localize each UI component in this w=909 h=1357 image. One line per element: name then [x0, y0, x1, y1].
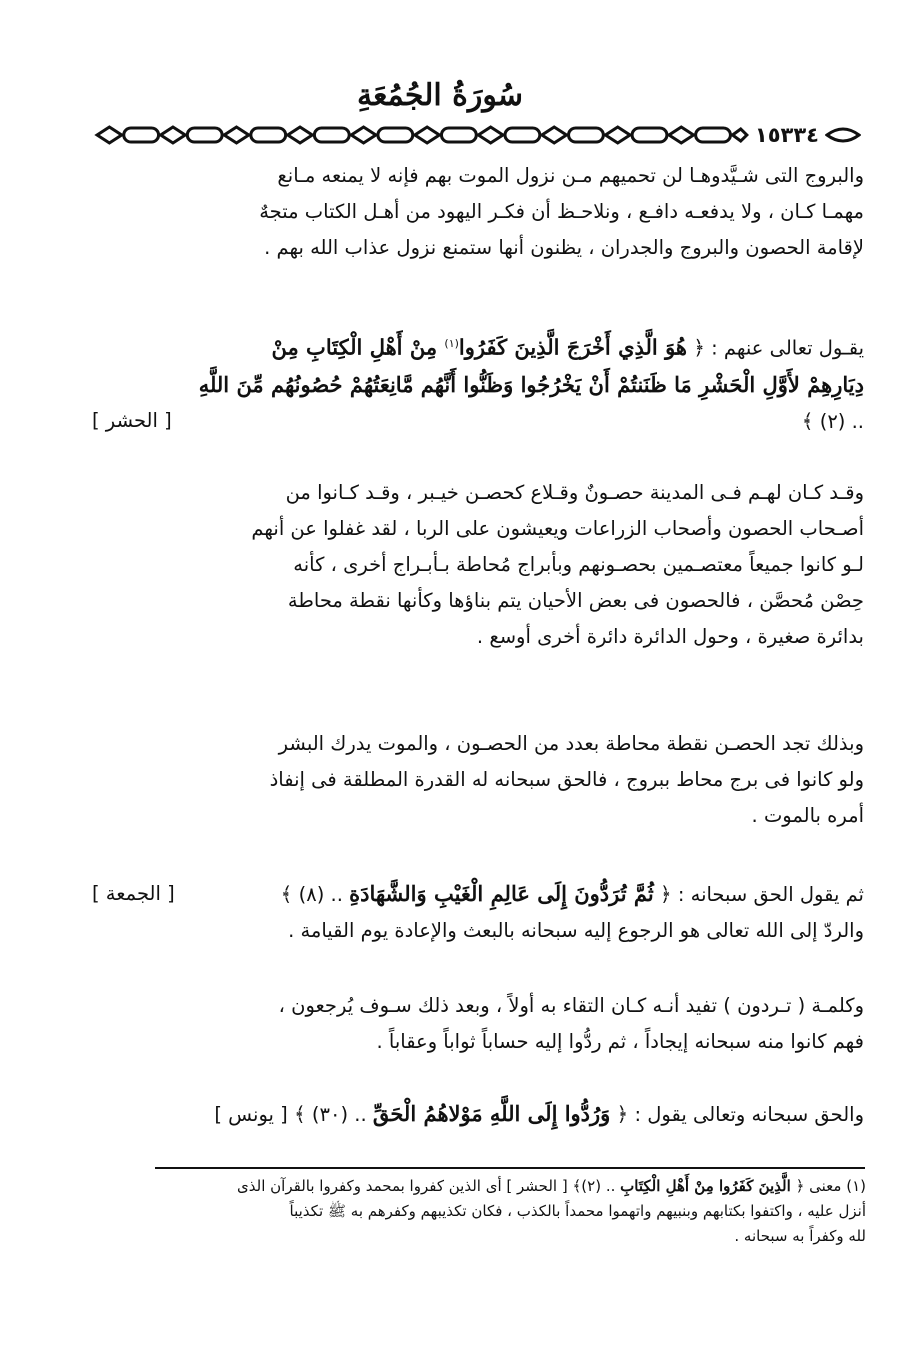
text-line: أصـحاب الحصون وأصحاب الزراعات ويعيشون على الربا ، لقد غفلوا عن أنهم	[251, 517, 864, 540]
quote-body	[281, 876, 864, 913]
footnote-divider	[155, 1167, 865, 1169]
paragraph-7-quran-quote	[92, 1096, 864, 1133]
text-line	[92, 1096, 864, 1133]
paragraph-3	[92, 475, 864, 655]
quran-close-bracket: ﴾	[801, 408, 814, 433]
verse-number: .. (٨)	[298, 883, 343, 906]
quran-verse: الَّذِينَ كَفَرُوا مِنْ أَهْلِ الْكِتَابِ	[620, 1177, 791, 1195]
quran-verse-line: دِيَارِهِمْ لأَوَّلِ الْحَشْرِ مَا ظَنَنتُمْ أَنْ يَخْرُجُوا وَظَنُّوا أَنَّهُم مَّانِعَتُهُمْ حُصُونُهُم مِّنَ اللَّهِ	[198, 371, 864, 397]
quran-verse: مِنْ أَهْلِ الْكِتَابِ مِنْ	[271, 334, 445, 360]
text-line	[92, 403, 864, 440]
footnote-line: لله وكفراً به سبحانه .	[734, 1227, 866, 1245]
quran-open-bracket: ﴿	[795, 1177, 805, 1195]
quran-open-bracket: ﴿	[616, 1102, 629, 1126]
surah-reference: [ الجمعة ]	[92, 882, 175, 905]
quran-verse: هُوَ الَّذِي أَخْرَجَ الَّذِينَ كَفَرُوا	[458, 334, 687, 360]
text-line: وقـد كـان لهـم فـى المدينة حصـونٌ وقـلاع كحصـن خيـبر ، وقـد كـانوا من	[285, 481, 864, 504]
quran-verse: وَرُدُّوا إِلَى اللَّهِ مَوْلاهُمُ الْحَقِّ	[372, 1101, 611, 1126]
text-line: لإقامة الحصون والبروج والجدران ، يظنون أنها ستمنع نزول عذاب الله بهم .	[264, 236, 864, 259]
quran-open-bracket: ﴿	[659, 882, 672, 906]
text-line: أمره بالموت .	[751, 804, 864, 827]
verse-number: .. (٣٠)	[311, 1103, 367, 1126]
quote-intro: والحق سبحانه وتعالى يقول :	[634, 1103, 864, 1126]
paragraph-6	[92, 988, 864, 1060]
verse-end	[802, 403, 864, 440]
verse-number: .. (٢)	[581, 1177, 616, 1195]
text-line	[92, 876, 864, 913]
text-line: وكلمـة ( تـردون ) تفيد أنـه كـان التقاء به أولاً ، وبعد ذلك سـوف يُرجعون ،	[278, 994, 864, 1017]
header-band	[93, 120, 861, 150]
surah-reference: [ يونس ]	[214, 1103, 288, 1126]
text-line: والردّ إلى الله تعالى هو الرجوع إليه سبحانه بالبعث والإعادة يوم القيامة .	[288, 919, 864, 942]
paragraph-1	[92, 158, 864, 266]
verse-number: .. (٢)	[819, 409, 864, 433]
quran-close-bracket: ﴾	[572, 1177, 582, 1195]
footnote	[98, 1174, 866, 1249]
quran-open-bracket: ﴿	[693, 335, 705, 360]
surah-reference: [ الحشر ]	[92, 408, 172, 432]
quran-close-bracket: ﴾	[293, 1102, 306, 1126]
quote-intro: يقـول تعالى عنهم :	[711, 336, 864, 360]
quran-close-bracket: ﴾	[280, 882, 293, 906]
header-ornament-chain	[93, 123, 749, 147]
paragraph-5-quran-quote	[92, 876, 864, 949]
text-line: فهم كانوا منه سبحانه إيجاداً ، ثم ردُّوا إليه حساباً ثواباً وعقاباً .	[376, 1030, 864, 1053]
page-number: ١٥٣٣٤	[754, 123, 819, 147]
text-line: ولو كانوا فى برج محاط ببروج ، فالحق سبحانه له القدرة المطلقة فى إنفاذ	[269, 768, 864, 791]
quote-intro: ثم يقول الحق سبحانه :	[677, 883, 864, 906]
header-ornament-cap	[825, 123, 861, 147]
paragraph-2-quran-quote	[92, 326, 864, 440]
text-line: حِصْن مُحصَّن ، فالحصون فى بعض الأحيان يتم بناؤها وكأنها نقطة محاطة	[287, 589, 864, 612]
footnote-number: (١) معنى	[809, 1177, 866, 1195]
text-line: وبذلك تجد الحصـن نقطة محاطة بعدد من الحصـون ، والموت يدرك البشر	[278, 732, 864, 755]
footnote-text: [ الحشر ] أى الذين كفروا بمحمد وكفروا بالقرآن الذى	[237, 1177, 568, 1195]
text-line: والبروج التى شـيَّدوهـا لن تحميهم مـن نزول الموت بهم فإنه لا يمنعه مـانع	[277, 164, 864, 187]
paragraph-4	[92, 726, 864, 834]
footnote-line	[98, 1174, 866, 1199]
text-line	[92, 326, 864, 367]
text-line: بدائرة صغيرة ، وحول الدائرة دائرة أخرى أوسع .	[476, 625, 864, 648]
quran-verse: ثُمَّ تُرَدُّونَ إِلَى عَالِمِ الْغَيْبِ وَالشَّهَادَةِ	[349, 881, 654, 906]
footnote-marker[interactable]: (١)	[444, 337, 459, 350]
sura-title: سُورَةُ الجُمُعَةِ	[356, 78, 524, 113]
text-line: مهمـا كـان ، ولا يدفعـه دافـع ، ونلاحـظ أن فكـر اليهود من أهـل الكتاب متجهٌ	[259, 200, 864, 223]
text-line: لـو كانوا جميعاً معتصـمين بحصـونهم وبأبراج مُحاطة بـأبـراج أخرى ، كأنه	[293, 553, 864, 576]
footnote-line: أنزل عليه ، واكتفوا بكتابهم وبنبيهم واتهموا محمداً بالكذب ، فكان تكذيبهم وكفرهم به ﷺ تكذيباً	[289, 1202, 866, 1220]
